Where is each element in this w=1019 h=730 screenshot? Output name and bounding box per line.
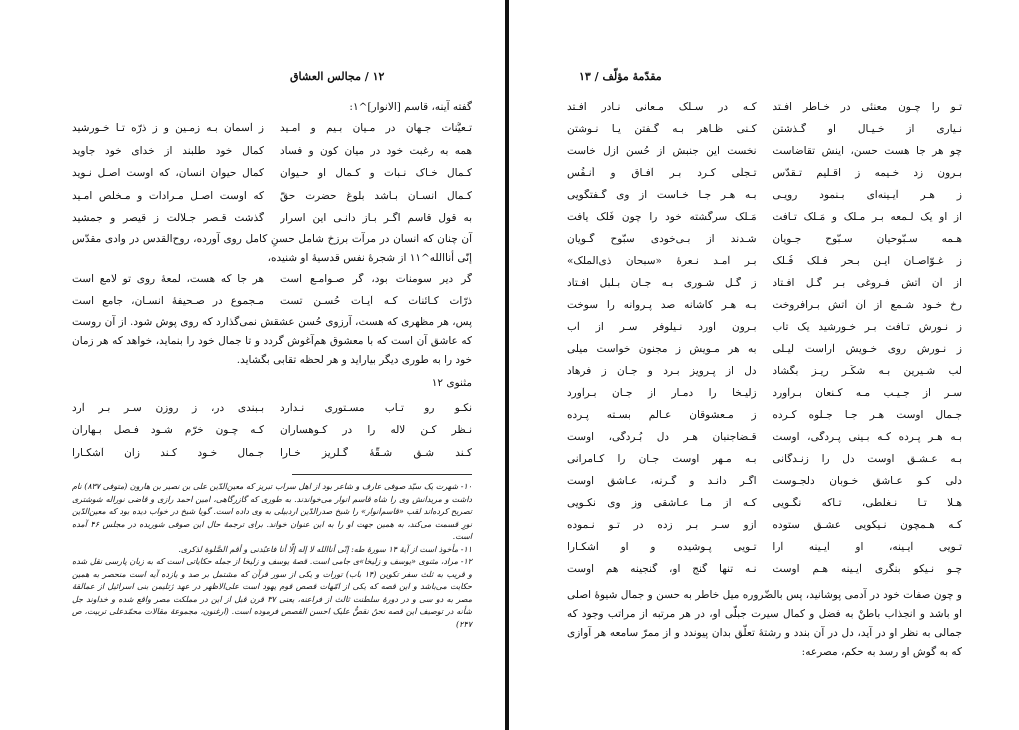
- couplet: [567, 360, 962, 382]
- couplet: [567, 250, 962, 272]
- couplet: [567, 338, 962, 360]
- hemistich-first: دلی کـو عـاشق خـوبان دلجـوست: [772, 475, 962, 487]
- couplet: [72, 419, 472, 442]
- hemistich-second: شـدند از بـی‌خودی سبّوح گـویان: [567, 233, 757, 245]
- hemistich-first: هـلا تـا نـغلطی، تـاکه نگـویی: [772, 497, 962, 509]
- hemistich-first: ذرّات کـائنات کـه آیـات حُسـن تست: [280, 295, 472, 308]
- hemistich-first: ز غـوّاصـان ایـن بـحر فـلک فُـلک: [772, 255, 962, 267]
- hemistich-first: نکـو رو تـاب مسـتوری نـدارد: [280, 401, 472, 414]
- hemistich-second: بـه مـهر اوست جـان را کـامرانی: [567, 453, 757, 465]
- hemistich-second: زلیـخا را دمـار از جـان بـرآورد: [567, 387, 757, 399]
- couplet: [72, 442, 472, 465]
- hemistich-second: بـر آمـد نـعرۀ «سبحان ذی‌الملک»: [567, 255, 757, 267]
- hemistich-second: به هر مـویش ز مجنون خواست میلی: [567, 343, 757, 355]
- hemistich-second: ازو سـر بـر زده در تـو نـموده: [567, 519, 757, 531]
- couplet: [567, 558, 962, 580]
- couplet: [72, 207, 472, 230]
- hemistich-second: کـنی ظـاهر بـه گـفتن یـا نـوشتن: [567, 123, 757, 135]
- couplet: [567, 470, 962, 492]
- hemistich-second: ز آسمان بـه زمـین و ز ذرّه تـا خـورشید: [72, 122, 264, 135]
- hemistich-second: بـه هـر جـا خـاست از وی گـفتگویی: [567, 189, 757, 201]
- hemistich-first: از آن آتش فـروغی بـر گـل افـتاد: [772, 277, 962, 289]
- hemistich-second: قـضاجنبان هـر دل بُـردگی، اوست: [567, 431, 757, 443]
- right-page: [509, 0, 1019, 730]
- masnavi-label: مثنوی ۱۲: [431, 376, 472, 389]
- hemistich-second: گذشت قـصر جـلالت ز قیصر و جمشید: [72, 212, 264, 225]
- hemistich-first: بـرون زد خـیمه ز اقـلیم تـقدّس: [772, 167, 962, 179]
- hemistich-second: بـرون آورد نـیلوفر سـر از آب: [567, 321, 757, 333]
- hemistich-second: کمال حیوان انسان، که اوست اصـل نـوید: [72, 167, 264, 180]
- couplet: [567, 514, 962, 536]
- couplet: [567, 536, 962, 558]
- hemistich-second: بـه هـر کاشانه صد پـروانه را سوخت: [567, 299, 757, 311]
- couplet: [72, 117, 472, 140]
- hemistich-first: هـمه سـبّوحیان سـبّوح جـویان: [772, 233, 962, 245]
- right-page-body: [567, 96, 962, 662]
- hemistich-first: تـو را چـون معنئی در خـاطر افـتد: [772, 101, 962, 113]
- couplet: [567, 140, 962, 162]
- hemistich-second: تـویی پـوشیده و او آشکـارا: [567, 541, 757, 553]
- hemistich-second: نخست این جنبش از حُسن ازل خاست: [567, 145, 757, 157]
- poem-block: [567, 96, 962, 580]
- hemistich-first: جـمال اوست هـر جـا جـلوه کـرده: [772, 409, 962, 421]
- hemistich-first: از او یک لـمعه بـر مـلک و مَـلک تـافت: [772, 211, 962, 223]
- hemistich-first: نـیاری از خـیـال او گـذشتن: [772, 123, 962, 135]
- poem-block-1: [72, 117, 472, 230]
- hemistich-first: کـمال انسـان بـاشد بلوغ حضرت حقّ: [280, 189, 472, 202]
- couplet: [567, 382, 962, 404]
- couplet: [72, 162, 472, 185]
- hemistich-first: همه به رغبت خود در میان کون و فساد: [280, 144, 472, 157]
- hemistich-second: کـه در سـلک مـعانی نـادر افـتد: [567, 101, 757, 113]
- couplet: [72, 290, 472, 313]
- hemistich-second: تـجلّی کـرد بـر آفـاق و أنـفُس: [567, 167, 757, 179]
- hemistich-first: لب شـیرین بـه شکّـر ریـز بگشاد: [772, 365, 962, 377]
- poem-block-3: [72, 397, 472, 465]
- hemistich-first: بـه هـر پـرده کـه بـینی پـردگی، اوست: [772, 431, 962, 443]
- footnote: ۱۱- مأخوذ است از آیۀ ۱۴ سورۀ طه: إنّی أنا‌الله لا إله إلّا أنا فاعبُدنی و أقم الصَّلوة لذکری.: [178, 544, 472, 554]
- page-header: ۱۲ / مجالس العشاق: [290, 70, 385, 83]
- left-page: [0, 0, 505, 730]
- hemistich-first: به قول قاسم اگـر بـاز دانـی این اسرار: [280, 212, 472, 225]
- couplet: [567, 448, 962, 470]
- hemistich-first: بـه عـشـق اوست دل را زنـدگانی: [772, 453, 962, 465]
- hemistich-second: کـه از مـا عـاشقی وز وی نکـویی: [567, 497, 757, 509]
- couplet: [567, 492, 962, 514]
- hemistich-second: هر جا که هست، لمعۀ روی تو لامع است: [72, 272, 264, 285]
- couplet: [567, 404, 962, 426]
- couplet: [567, 228, 962, 250]
- hemistich-first: کـمال خـاک نـبات و کـمال او حـیوان: [280, 167, 472, 180]
- hemistich-first: رخ خـود شـمع از آن آتش بـرافروخت: [772, 299, 962, 311]
- prose-paragraph: پس، هر مظهری که هست، آرزوی حُسن عشقش نمی‌گذارد که روی پوش شود. از آن روست که عاشق آن است که با معشوق هم‌آغوش گردد و تا جمال خود را بنماید، خواهد که هر زمان خود را به طوری دیگر بیاراید و هر لحظه تقابی بگشاید.: [72, 315, 472, 366]
- footnote: ۱۰- شهرت یک سیّد صوفی عارف و شاعر بود از اهل سراب تبریز که معین‌الدّین علی بن نصیر بن هارون (متوفی ۸۳۷) نام داشت و مریدانش وی را شاه قاسم انوار می‌خواندند. به طوری که گازرگاهی، امین احمد رازی و قاضی نوراله شوشتری تصریح کرده‌اند لقب «قاسم‌انوار» را شیخ صدرالدّین اردبیلی به وی داده است. گویا شیخ در خواب دیده بود که معین‌الدّین نورِ قسمت می‌کند، به همین جهت او را به این عنوان خواند. برای ترجمۀ حال این صوفی شوریده در مجلس ۴۶ آمده است.: [72, 482, 472, 541]
- couplet: [567, 272, 962, 294]
- hemistich-first: چو هر جا هست حسن، اینش تقاضاست: [772, 145, 962, 157]
- hemistich-second: که اوست اصـل مـرادات و مـخلص امـید: [72, 189, 264, 202]
- couplet: [567, 316, 962, 338]
- hemistich-first: کـند شـق شـقّۀ گـلریز خـارا: [280, 446, 472, 459]
- hemistich-first: ز نـورش روی خـویش آراست لیـلی: [772, 343, 962, 355]
- hemistich-second: ز گـل شـوری بـه جـان بـلبل افـتاد: [567, 277, 757, 289]
- couplet: [567, 426, 962, 448]
- hemistich-second: جـمال خـود کـند زان آشکـارا: [72, 446, 264, 459]
- hemistich-first: تـویی آیـینه، او آیـینه آرا: [772, 541, 962, 553]
- hemistich-first: گر دیر سومنات بود، گر صـوامـع است: [280, 272, 472, 285]
- hemistich-first: ز هـر آیـینه‌ای بـنمود رویـی: [772, 189, 962, 201]
- couplet: [567, 206, 962, 228]
- left-page-body: [72, 98, 472, 631]
- couplet: [567, 162, 962, 184]
- couplet: [72, 140, 472, 163]
- page-header: مقدّمۀ مؤلّف / ۱۳: [579, 70, 662, 83]
- hemistich-second: مَـلک سرگشته خود را چون فَلک یافت: [567, 211, 757, 223]
- couplet: [72, 397, 472, 420]
- hemistich-second: ز مـعشوقان عـالم بسـته پـرده: [567, 409, 757, 421]
- hemistich-first: سـر از جـیـب مـه کـنعان بـرآورد: [772, 387, 962, 399]
- hemistich-first: ز نـورش تـافت بـر خـورشید یک تاب: [772, 321, 962, 333]
- prose-paragraph: آن چنان که انسان در مرآت برزخ شامل حسنِ کامل روی آورده، روح‌القدس در وادی مقدّس إنّی أنا‌الله^۱۱ از شجرۀ نفس قدسیۀ او شنیده،: [72, 232, 472, 264]
- hemistich-second: اگـر دانـد و گـرنه، عـاشق اوست: [567, 475, 757, 487]
- hemistich-second: دل از پـرویز بـرد و جـان ز فرهاد: [567, 365, 757, 377]
- hemistich-second: کمال خود طلبند از خدای خود جاوید: [72, 144, 264, 157]
- hemistich-second: نـه تنها گنج او، گنجینه هم اوست: [567, 563, 757, 575]
- hemistich-second: کـه چـون خرّم شـود فـصل بـهاران: [72, 424, 264, 437]
- opening-line: گفته آینه، قاسم [الانوار]^۱:: [349, 101, 472, 113]
- couplet: [72, 268, 472, 291]
- hemistich-first: چـو نـیکو بنگری آیـینه هـم اوست: [772, 563, 962, 575]
- couplet: [72, 185, 472, 208]
- hemistich-first: نـظر کـن لاله را در کـوهساران: [280, 424, 472, 437]
- hemistich-first: تـعیُّنات جـهان در مـیان بـیم و امـید: [280, 122, 472, 135]
- hemistich-second: مـجموع در صـحیفۀ انسـان، جامع است: [72, 295, 264, 308]
- footnote-divider: [292, 474, 472, 475]
- footnotes: [72, 481, 472, 631]
- couplet: [567, 118, 962, 140]
- couplet: [567, 294, 962, 316]
- couplet: [567, 96, 962, 118]
- hemistich-first: کـه هـمچون نـیکویی عشـق ستوده: [772, 519, 962, 531]
- footnote: ۱۲- مراد، مثنوی «یوسف و زلیخا»ی جامی است. قصۀ یوسف و زلیخا از جمله حکایاتی است که به زبان پارسی نقل شده و قریب به ثلث سفر تکوین (۱۴ باب) تورات و یکی از سور قرآن که مشتمل بر صد و یازده آیه است منحصر به همین حکایت می‌باشد و این قصه که یکی از امّهات قصص قوم یهود است علی‌الاظهر در عهد ژتلیمن بنی اسرائیل از عمالقۀ مصر به دو سی و در دورۀ سلطنت ثالث از فراعنه، یعنی ۳۷ قرن قبل از این در مملکت مصر واقع شده و خداوند جل شأنه در توصیف این قصه نحنُ نقصُّ علیک احسن القصص فرموده است. (ارغنون، مجموعۀ مقالات محمّدعلی تربیت، ص ۲۴۷): [72, 557, 473, 629]
- poem-block-2: [72, 268, 472, 313]
- hemistich-second: بـبندی در، ز روزن سـر بـر آرد: [72, 401, 264, 414]
- prose-paragraph: و چون صفات خود در آدمی پوشانید، پس بالضّروره میل خاطر به حسن و جمال شیوۀ اصلی او باشد و انجذاب باطنْ به فضل و کمال سیرت جبلّی او، در هر مرتبه از مراتب وجود که جمالی به نظر او در آید، دل در آن بندد و رشتۀ تعلّق بدان پیوندد و از ممرّ سامعه هر آوازی که به گوش او رسد به حکم، مصرعه:: [567, 589, 962, 658]
- couplet: [567, 184, 962, 206]
